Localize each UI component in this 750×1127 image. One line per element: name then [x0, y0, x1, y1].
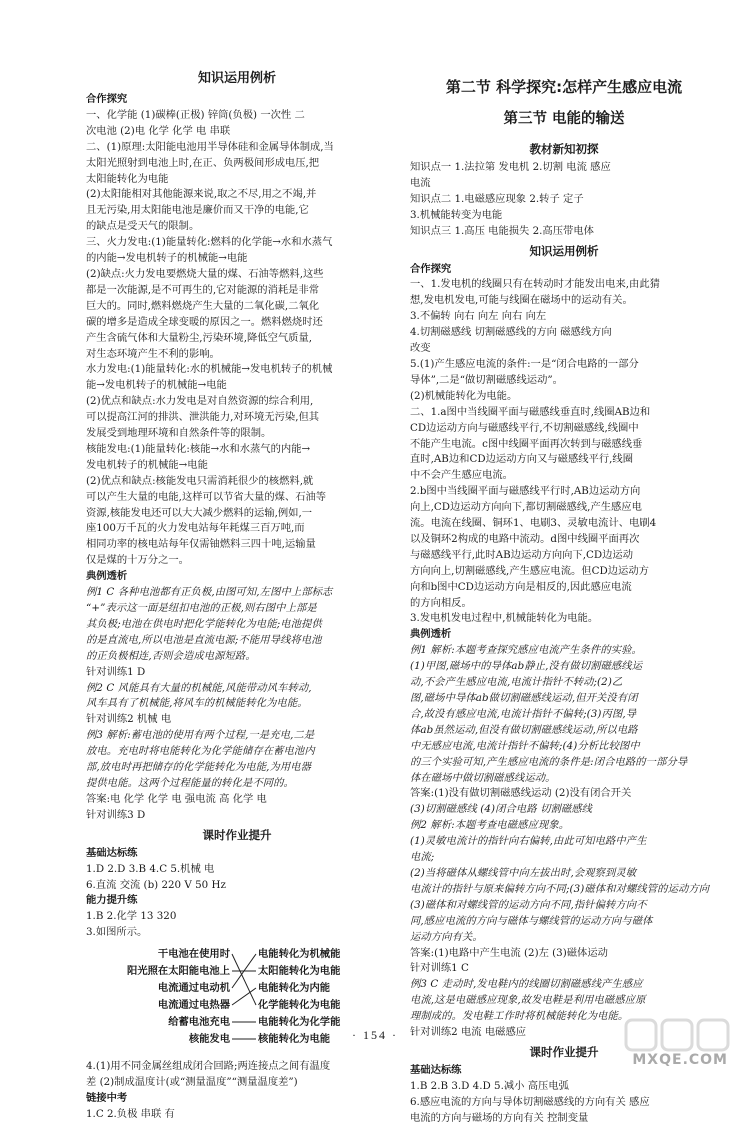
text-line: 流。电流在线圈、铜环1、电刷3、灵敏电流计、电刷4: [410, 517, 657, 530]
matching-left-item: 阳光照在太阳能电池上: [127, 965, 230, 978]
text-line: 例3 解析:蓄电池的使用有两个过程,一是充电,二是: [86, 729, 315, 742]
basic-lines-right: [410, 1079, 718, 1127]
subheading-cooperative-inquiry-right: 合作探究: [410, 262, 452, 275]
text-line: 例1 C 各种电池都有正负极,由图可知,左图中上部标志: [86, 586, 333, 599]
matching-right-item: 核能转化为电能: [258, 1033, 331, 1046]
cooperative-lines-right: [410, 277, 718, 627]
text-line: 向上,CD边运动方向向下,都切割磁感线,产生感应电: [410, 501, 642, 514]
text-line: 中无感应电流,电流计指针不偏转;(4)分析比较图中: [410, 739, 640, 752]
text-line: 2.b图中当线圈平面与磁感线平行时,AB边运动方向: [410, 485, 641, 498]
matching-right-item: 电能转化为化学能: [258, 1016, 341, 1029]
section3-title: 第三节 电能的输送: [503, 111, 625, 127]
text-line: 可以产生大量的电能,这样可以节省大量的煤、石油等: [86, 490, 327, 503]
text-line: 电流,这是电磁感应现象,故发电鞋是利用电磁感应原: [410, 994, 646, 1007]
text-line: 电流;: [410, 851, 435, 864]
text-line: 答案:(1)电路中产生电流 (2)左 (3)磁体运动: [410, 946, 608, 959]
text-line: 太阳能转化为电能: [86, 172, 169, 185]
text-line: 动,不会产生感应电流,电流计指针不转动;(2)乙: [410, 676, 623, 689]
basic-practice-lines: [86, 862, 388, 894]
text-line: 一、化学能 (1)碳棒(正极) 锌筒(负极) 一次性 二: [86, 108, 305, 121]
section-title-knowledge-application: 知识运用例析: [197, 71, 276, 86]
text-line: 以及铜环2构成的电路中流动。d图中线圈平面再次: [410, 532, 640, 545]
text-line: 且无污染,用太阳能电池是廉价而又干净的电能,它: [86, 204, 309, 217]
matching-left-item: 核能发电: [188, 1033, 230, 1046]
text-line: 4.(1)用不同金属丝组成闭合回路;两连接点之间有温度: [86, 1060, 331, 1073]
matching-left-item: 电流通过电热器: [157, 999, 230, 1012]
text-line: 6.直流 交流 (b) 220 V 50 Hz: [86, 878, 226, 891]
text-line: 体ab虽然运动,但没有做切割磁感线运动,所以电路: [410, 723, 638, 736]
matching-right-item: 电能转化为内能: [258, 982, 331, 995]
matching-right-item: 化学能转化为电能: [258, 999, 341, 1012]
text-line: 针对训练2 电流 电磁感应: [410, 1026, 527, 1039]
text-line: 的三个实验可知,产生感应电流的条件是:闭合电路的一部分导: [410, 755, 688, 768]
text-line: 座100万千瓦的火力发电站每年耗煤三百万吨,而: [86, 522, 305, 535]
text-line: (2)缺点:火力发电要燃烧大量的煤、石油等燃料,这些: [86, 267, 324, 280]
text-line: 差 (2)制成温度计(或“测量温度”“测量温度差”): [86, 1076, 298, 1089]
text-line: 电流计的指针与原来偏转方向不同;(3)磁体和对螺线管的运动方向: [410, 882, 710, 895]
watermark-text: MXQE.COM: [632, 1052, 728, 1068]
text-line: 产生含硫气体和大量粉尘,污染环境,降低空气质量,: [86, 331, 313, 344]
matching-link: [232, 954, 256, 1005]
text-line: 风车具有了机械能,将风车的机械能转化为电能。: [86, 697, 308, 710]
new-knowledge-title: 教材新知初探: [529, 142, 599, 156]
text-line: 的方向相反。: [410, 596, 472, 609]
text-line: 1.D 2.D 3.B 4.C 5.机械 电: [86, 862, 215, 875]
text-line: 1.B 2.B 3.D 4.D 5.减小 高压电弧: [410, 1079, 569, 1092]
text-line: 想,发电机发电,可能与线圈在磁场中的运动有关。: [410, 294, 633, 307]
application-title: 知识运用例析: [529, 243, 599, 258]
subheading-basic-practice-right: 基础达标练: [410, 1063, 462, 1076]
text-line: CD边运动方向与磁感线平行,不切割磁感线,线圈中: [410, 421, 639, 434]
text-line: 放电。充电时将电能转化为化学能储存在蓄电池内: [86, 745, 315, 758]
text-line: (2)优点和缺点:核能发电只需消耗很少的核燃料,就: [86, 474, 314, 487]
cooperative-inquiry-lines: [86, 108, 388, 569]
matching-left-item: 干电池在使用时: [157, 948, 230, 961]
text-line: 运动方向有关。: [410, 930, 483, 943]
text-line: 向和b图中CD边运动方向是相反的,因此感应电流: [410, 580, 632, 593]
text-line: 针对训练3 D: [86, 808, 146, 821]
text-line: 4.切割磁感线 切割磁感线的方向 磁感线方向: [410, 326, 612, 339]
text-line: 太阳光照射到电池上时,在正、负两极间形成电压,把: [86, 156, 320, 169]
text-line: “+”表示这一面是纽扣电池的正极,则右图中上部是: [86, 602, 317, 614]
typical-example-lines: [86, 585, 388, 824]
text-line: 电流: [410, 176, 431, 189]
text-line: 导体”,二是“做切割磁感线运动”。: [410, 373, 563, 386]
text-line: 1.B 2.化学 13 320: [86, 910, 177, 923]
text-line: 次电池 (2)电 化学 化学 电 串联: [86, 124, 231, 137]
text-line: 其负极;电池在供电时把化学能转化为电能;电池提供: [86, 617, 322, 630]
text-line: 的正负极相连,否则会造成电源短路。: [86, 649, 256, 662]
text-line: 发展受到地理环境和自然条件等的限制。: [86, 427, 272, 440]
text-line: (1)甲图,磁场中的导体ab静止,没有做切割磁感线运: [410, 660, 643, 673]
text-line: 仅是煤的十万分之一。: [86, 554, 189, 567]
text-line: 巨大的。同时,燃料燃烧产生大量的二氧化碳,二氧化: [86, 299, 320, 312]
subheading-basic-practice: 基础达标练: [86, 846, 138, 859]
text-line: 例3 C 走动时,发电鞋内的线圈切割磁感线产生感应: [410, 978, 643, 991]
subheading-cooperative-inquiry: 合作探究: [86, 93, 128, 105]
text-line: 针对训练1 D: [86, 665, 146, 678]
text-line: 与磁感线平行,此时AB边运动方向向下,CD边运动: [410, 548, 634, 561]
section2-title: 第二节 科学探究:怎样产生感应电流: [445, 78, 683, 96]
text-line: 资源,核能发电还可以大大减少燃料的运输,例如,一: [86, 506, 313, 519]
text-line: 3.机械能转变为电能: [410, 208, 503, 221]
matching-right-item: 电能转化为机械能: [258, 948, 341, 961]
text-line: 的是直流电,所以电池是直流电源;不能用导线将电池: [86, 633, 322, 646]
typical-lines-right: [410, 643, 718, 1041]
text-line: 知识点三 1.高压 电能损失 2.高压带电体: [410, 224, 594, 237]
text-line: 6.感应电流的方向与导体切割磁感线的方向有关 感应: [410, 1095, 650, 1108]
text-line: 水力发电:(1)能量转化:水的机械能→发电机转子的机械: [86, 363, 333, 376]
text-line: 中不会产生感应电流。: [410, 469, 513, 482]
text-line: 相同功率的核电站每年仅需铀燃料三四十吨,运输量: [86, 538, 316, 551]
text-line: 体在磁场中做切割磁感线运动。: [410, 771, 556, 784]
text-line: 例2 解析:本题考查电磁感应现象。: [410, 819, 570, 832]
text-line: 能→发电机转子的机械能→电能: [86, 379, 227, 392]
homework-title-right: 课时作业提升: [529, 1044, 599, 1059]
text-line: 改变: [410, 342, 431, 355]
subheading-typical-examples-right: 典例透析: [410, 628, 452, 641]
homework-title: 课时作业提升: [202, 827, 272, 842]
text-line: 都是一次能源,是不可再生的,它对能源的消耗是非常: [86, 283, 320, 296]
text-line: 3.不偏转 向右 向左 向右 向左: [410, 310, 547, 323]
text-line: (3)磁体和对螺线管的运动方向不同,指针偏转方向不: [410, 898, 647, 911]
text-line: 知识点二 1.电磁感应现象 2.转子 定子: [410, 192, 584, 205]
matching-left-item: 电流通过电动机: [157, 982, 230, 995]
text-line: 直时,AB边和CD边运动方向又与磁感线平行,线圈: [410, 453, 634, 466]
text-line: 针对训练1 C: [410, 962, 469, 975]
text-line: (2)太阳能相对其他能源来说,取之不尽,用之不竭,并: [86, 188, 317, 201]
subheading-exam-link: 链接中考: [86, 1091, 128, 1104]
question4-lines: [86, 1059, 388, 1091]
text-line: 三、火力发电:(1)能量转化:燃料的化学能→水和水蒸气: [86, 236, 333, 249]
text-line: 电流的方向与磁场的方向有关 控制变量: [410, 1111, 589, 1124]
text-line: 的缺点是受天气的限制。: [86, 220, 200, 233]
text-line: 例2 C 风能具有大量的机械能,风能带动风车转动,: [86, 681, 312, 694]
text-line: 合,故没有感应电流,电流计指针不偏转;(3)丙图,导: [410, 707, 637, 720]
right-column: [410, 66, 718, 1127]
text-line: 针对训练2 机械 电: [86, 713, 172, 726]
text-line: (1)灵敏电流计的指针向右偏转,由此可知电路中产生: [410, 835, 647, 848]
exam-link-lines: [86, 1107, 388, 1123]
text-line: 答案:(1)没有做切割磁感线运动 (2)没有闭合开关: [410, 787, 632, 800]
text-line: 1.C 2.负极 串联 有: [86, 1107, 175, 1120]
text-line: 二、1.a图中当线圈平面与磁感线垂直时,线圈AB边和: [410, 405, 651, 418]
text-line: 发电机转子的机械能→电能: [86, 458, 208, 471]
matching-right-item: 太阳能转化为电能: [258, 965, 341, 978]
text-line: 可以提高江河的排洪、泄洪能力,对环境无污染,但其: [86, 411, 320, 424]
text-line: 提供电能。这两个过程能量的转化是不同的。: [86, 776, 294, 789]
subheading-ability-practice: 能力提升练: [86, 894, 138, 907]
text-line: 方向向上,切割磁感线,产生感应电流。但CD边运动方: [410, 564, 649, 577]
text-line: 例1 解析:本题考查探究感应电流产生条件的实验。: [410, 644, 642, 657]
text-line: 5.(1)产生感应电流的条件:一是“闭合电路的一部分: [410, 357, 639, 370]
text-line: 一、1.发电机的线圈只有在转动时才能发出电来,由此猜: [410, 278, 660, 291]
text-line: 对生态环境产生不利的影响。: [86, 347, 220, 360]
text-line: 同,感应电流的方向与磁体与螺线管的运动方向与磁体: [410, 914, 653, 927]
text-line: 核能发电:(1)能量转化:核能→水和水蒸气的内能→: [86, 442, 311, 455]
text-line: 的内能→发电机转子的机械能→电能: [86, 252, 248, 265]
knowledge-point-lines: [410, 160, 718, 240]
ability-practice-lines: [86, 909, 388, 941]
text-line: 3.如图所示。: [86, 926, 148, 939]
text-line: 二、(1)原理:太阳能电池用半导体硅和金属导体制成,当: [86, 140, 334, 153]
text-line: 图,磁场中导体ab做切割磁感线运动,但开关没有闭: [410, 692, 638, 704]
text-line: (2)当将磁体从螺线管中向左拔出时,会观察到灵敏: [410, 866, 637, 879]
matching-left-item: 给蓄电池充电: [168, 1016, 230, 1029]
text-line: 部,放电时再把储存的化学能转化为电能,为用电器: [86, 761, 312, 774]
left-column: [86, 66, 388, 1123]
text-line: 碳的增多是造成全球变暖的原因之一。燃料燃烧时还: [86, 315, 323, 328]
subheading-typical-examples: 典例透析: [86, 570, 128, 583]
text-line: (2)优点和缺点:水力发电是对自然资源的综合利用,: [86, 395, 314, 408]
text-line: 答案:电 化学 化学 电 强电流 高 化学 电: [86, 792, 267, 805]
text-line: (3)切割磁感线 (4)闭合电路 切割磁感线: [410, 803, 593, 816]
text-line: 3.发电机发电过程中,机械能转化为电能。: [410, 612, 599, 625]
text-line: (2)机械能转化为电能。: [410, 389, 518, 402]
page-number: · 154 ·: [352, 1028, 398, 1042]
text-line: 知识点一 1.法拉第 发电机 2.切割 电流 感应: [410, 161, 611, 173]
text-line: 理制成的。发电鞋工作时将机械能转化为电能。: [410, 1010, 629, 1023]
text-line: 不能产生电流。c图中线圈平面再次转到与磁感线垂: [410, 437, 643, 450]
